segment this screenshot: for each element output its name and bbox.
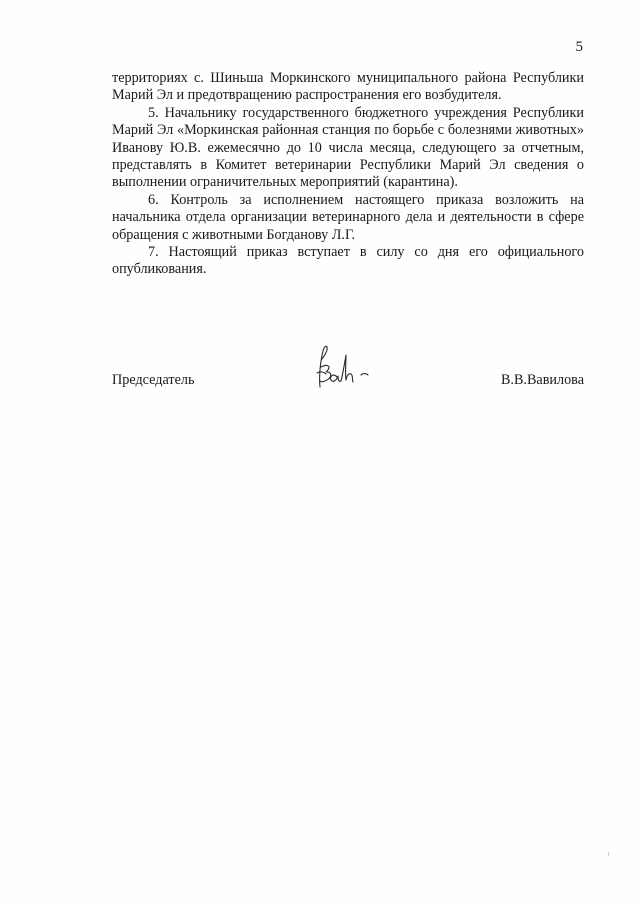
signer-title: Председатель (112, 372, 195, 388)
signer-name: В.В.Вавилова (500, 372, 584, 388)
paragraph-item-6: 6. Контроль за исполнением настоящего приказа возложить на начальника отдела организации ветеринарного дела и деятельности в сфере обращения с животными Богданову Л.Г. (112, 191, 584, 243)
paragraph-continuation: территориях с. Шиньша Моркинского муниципального района Республики Марий Эл и предотвращению распространения его возбудителя. (112, 70, 584, 104)
handwritten-signature (308, 341, 378, 391)
document-body (112, 70, 584, 279)
paragraph-item-5: 5. Начальнику государственного бюджетного учреждения Республики Марий Эл «Моркинская районная станция по борьбе с болезнями животных» Иванову Ю.В. ежемесячно до 10 числа месяца, следующего за отчетным, представлять в Комитет ветеринарии Республики Марий Эл сведения о выполнении ограничительных мероприятий (карантина). (112, 104, 584, 191)
page-number: 5 (575, 39, 583, 55)
signature-block (112, 371, 584, 391)
scan-speck (608, 852, 609, 856)
paragraph-item-7: 7. Настоящий приказ вступает в силу со дня его официального опубликования. (112, 244, 584, 278)
